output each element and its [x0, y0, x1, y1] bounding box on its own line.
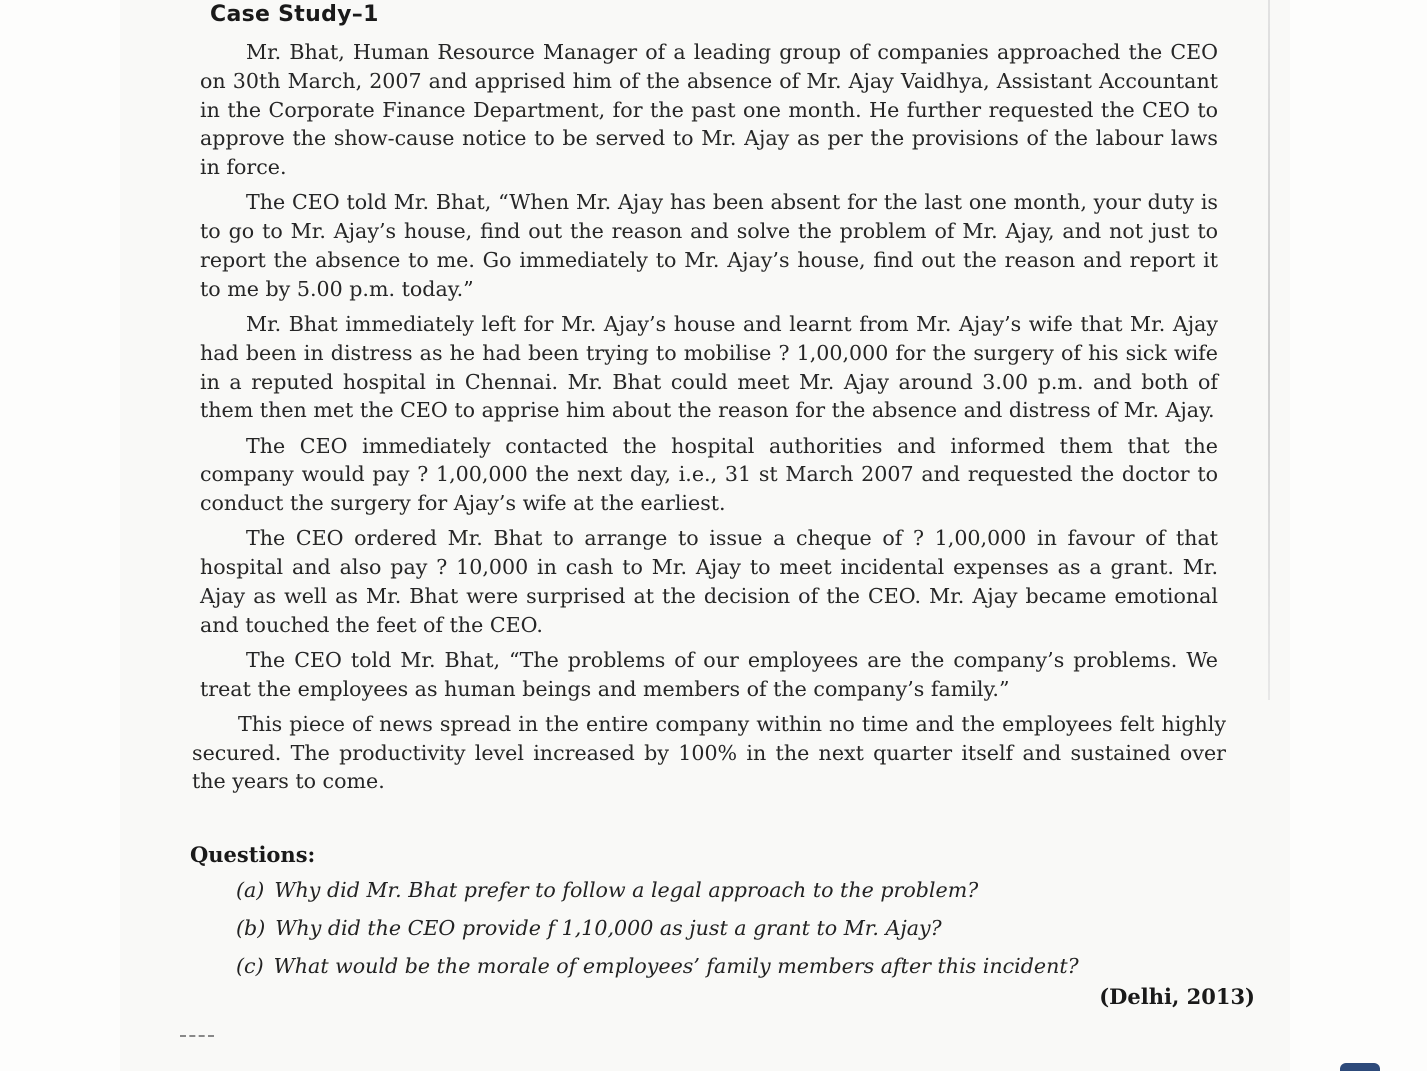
- question-marker: (c): [236, 954, 264, 978]
- paragraph: Mr. Bhat immediately left for Mr. Ajay’s house and learnt from Mr. Ajay’s wife that Mr. Ajay had been in distress as he had been trying to mobilise ? 1,00,000 for the surgery of his sick wife in a reputed hospital in Chennai. Mr. Bhat could meet Mr. Ajay around 3.00 p.m. and both of them then met the CEO to apprise him about the reason for the absence and distress of Mr. Ajay.: [200, 311, 1218, 423]
- questions-heading: Questions:: [190, 842, 316, 867]
- questions-list: [236, 871, 1236, 985]
- paragraph: Mr. Bhat, Human Resource Manager of a leading group of companies approached the CEO on 30th March, 2007 and apprised him of the absence of Mr. Ajay Vaidhya, Assistant Accountant in the Corporate Finance Department, for the past one month. He further requested the CEO to approve the show-cause notice to be served to Mr. Ajay as per the provisions of the labour laws in force.: [200, 40, 1218, 180]
- question-marker: (b): [236, 916, 266, 940]
- question-text: What would be the morale of employees’ family members after this incident?: [273, 954, 1079, 978]
- paragraph: The CEO ordered Mr. Bhat to arrange to issue a cheque of ? 1,00,000 in favour of that hospital and also pay ? 10,000 in cash to Mr. Ajay to meet incidental expenses as a grant. Mr. Ajay as well as Mr. Bhat were surprised at the decision of the CEO. Mr. Ajay became emotional and touched the feet of the CEO.: [200, 526, 1218, 637]
- paragraph: The CEO told Mr. Bhat, “When Mr. Ajay has been absent for the last one month, your duty is to go to Mr. Ajay’s house, find out the reason and solve the problem of Mr. Ajay, and not just to report the absence to me. Go immediately to Mr. Ajay’s house, find out the reason and report it to me by 5.00 p.m. today.”: [200, 190, 1218, 301]
- question-item: [236, 871, 1236, 909]
- question-text: Why did Mr. Bhat prefer to follow a legal approach to the problem?: [274, 878, 979, 902]
- page-edge-shadow: [1268, 0, 1270, 700]
- source-citation: (Delhi, 2013): [1099, 984, 1255, 1009]
- corner-tab: [1340, 1063, 1380, 1071]
- case-study-title: Case Study–1: [210, 2, 379, 27]
- case-study-body: [192, 38, 1226, 803]
- paragraph: The CEO told Mr. Bhat, “The problems of our employees are the company’s problems. We treat the employees as human beings and members of the company’s family.”: [200, 647, 1218, 701]
- paragraph: This piece of news spread in the entire company within no time and the employees felt highly secured. The productivity level increased by 100% in the next quarter itself and sustained over the years to come.: [192, 711, 1226, 794]
- question-item: [236, 909, 1236, 947]
- question-item: [236, 947, 1236, 985]
- question-marker: (a): [236, 878, 265, 902]
- margin-mark: [180, 1035, 214, 1037]
- question-text: Why did the CEO provide f 1,10,000 as just a grant to Mr. Ajay?: [275, 916, 942, 940]
- paragraph: The CEO immediately contacted the hospital authorities and informed them that the company would pay ? 1,00,000 the next day, i.e., 31 st March 2007 and requested the doctor to conduct the surgery for Ajay’s wife at the earliest.: [200, 433, 1218, 516]
